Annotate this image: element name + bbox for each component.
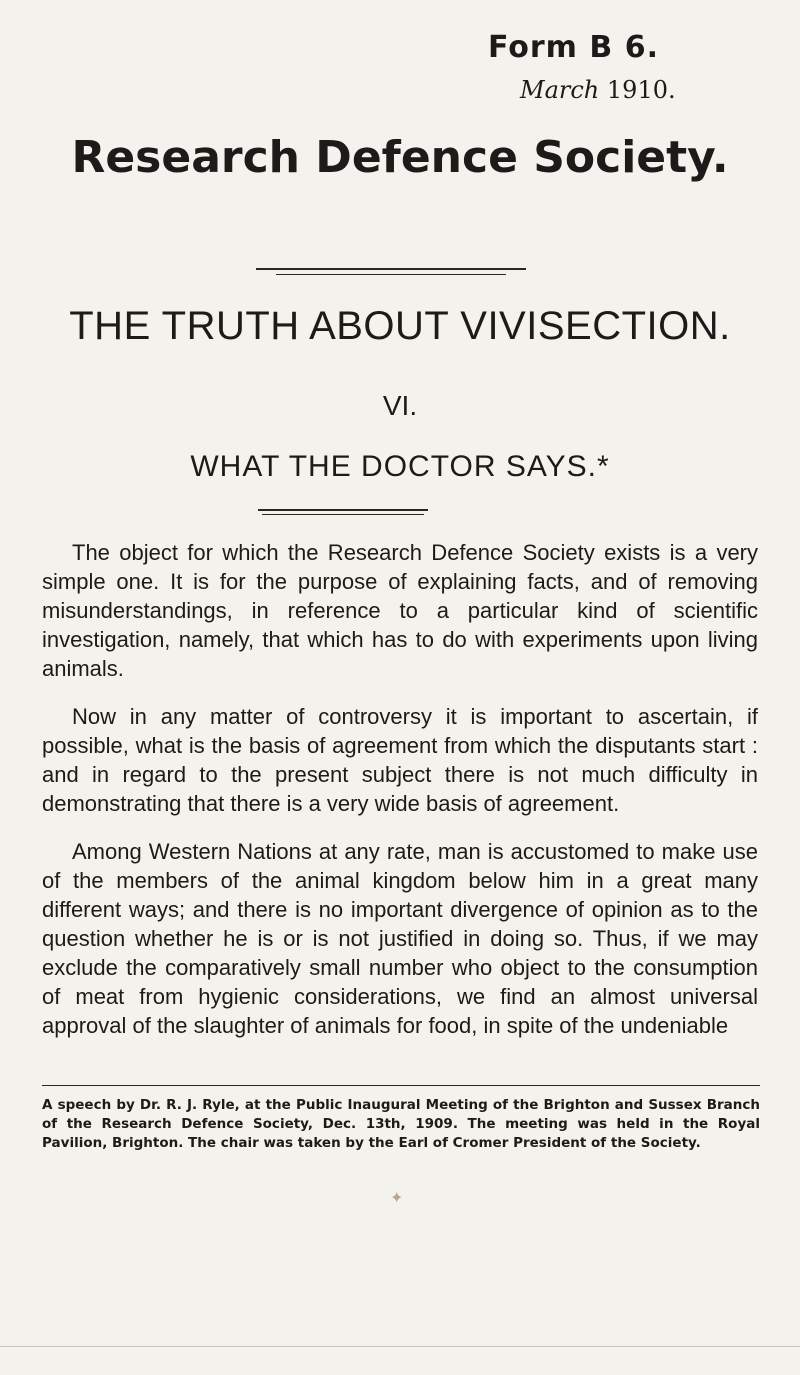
divider-top-thin bbox=[276, 274, 506, 275]
ink-mark: ✦ bbox=[390, 1190, 404, 1207]
body-text bbox=[42, 538, 758, 1059]
paragraph: Now in any matter of controversy it is important to ascertain, if possible, what is the basis of agreement from which the disputants start : and in regard to the present subject there is not much difficulty in demonstrating that there is a very wide basis of agreement. bbox=[42, 704, 758, 816]
divider-middle-thin bbox=[262, 514, 424, 515]
section-number: VI. bbox=[382, 390, 418, 421]
divider-top bbox=[256, 268, 526, 270]
date-year: 1910. bbox=[606, 76, 676, 104]
paragraph: Among Western Nations at any rate, man is accustomed to make use of the members of the animal kingdom below him in a great many different ways; and there is no important divergence of opinion as to the question whether he is or is not justified in doing so. Thus, if we may exclude the comparatively small number who object to the consumption of meat from hygienic considerations, we find an almost universal approval of the slaughter of animals for food, in spite of the undeniable bbox=[42, 839, 758, 1038]
page-edge-line bbox=[0, 1346, 800, 1347]
date-month: March bbox=[520, 76, 600, 104]
paragraph: The object for which the Research Defence Society exists is a very simple one. It is for the purpose of explaining facts, and of removing misunderstandings, in reference to a particular kind of scientific investigation, namely, that which has to do with experiments upon living animals. bbox=[42, 540, 758, 681]
footnote: A speech by Dr. R. J. Ryle, at the Public Inaugural Meeting of the Brighton and Sussex Branch of the Research Defence Society, Dec. 13th, 1909. The meeting was held in the Royal Pavilion, Brighton. The chair was taken by the Earl of Cromer President of the Society. bbox=[42, 1097, 760, 1151]
footnote-rule bbox=[42, 1085, 760, 1086]
divider-middle bbox=[258, 509, 428, 511]
publication-date bbox=[520, 76, 676, 104]
society-name: Research Defence Society. bbox=[71, 132, 729, 183]
section-subtitle: WHAT THE DOCTOR SAYS.* bbox=[190, 450, 610, 483]
document-title: THE TRUTH ABOUT VIVISECTION. bbox=[69, 304, 731, 348]
form-number: Form B 6. bbox=[488, 30, 659, 65]
